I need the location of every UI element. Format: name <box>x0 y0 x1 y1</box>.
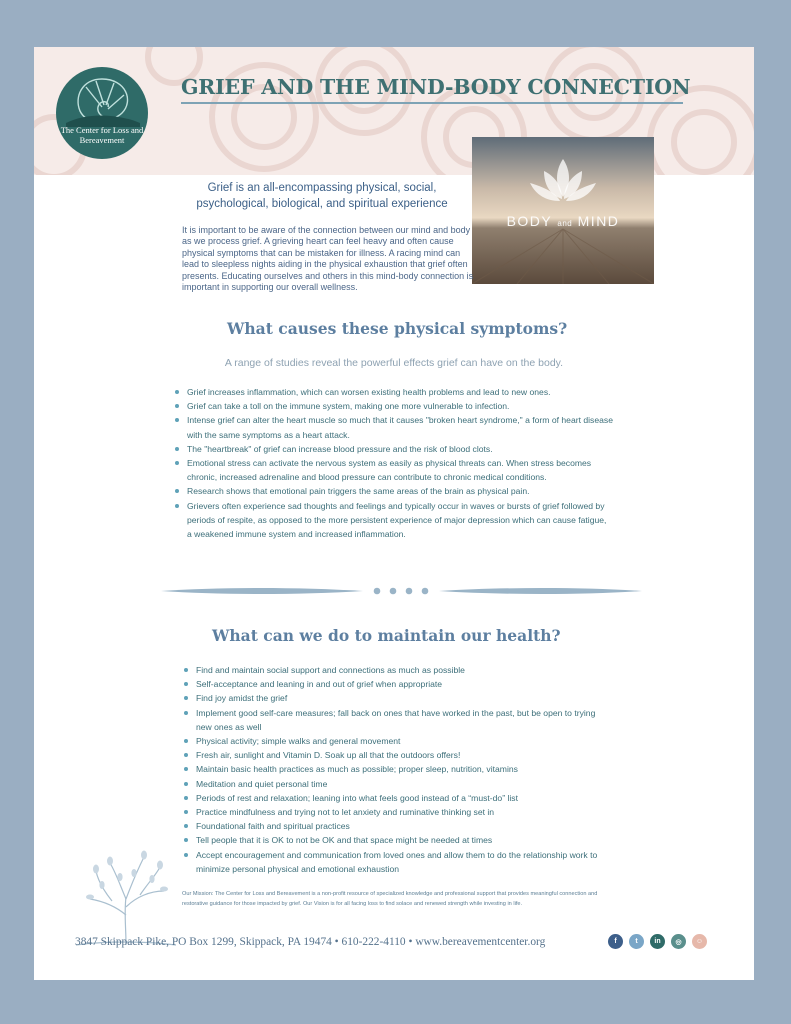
flyer-page <box>34 47 754 980</box>
list-item: Periods of rest and relaxation; leaning into what feels good instead of a “must-do” list <box>182 791 602 805</box>
center-logo <box>56 67 148 159</box>
snapchat-icon[interactable]: ☺ <box>692 934 707 949</box>
facebook-icon[interactable]: f <box>608 934 623 949</box>
lotus-photo-art <box>472 137 654 284</box>
list-item: Fresh air, sunlight and Vitamin D. Soak up all that the outdoors offers! <box>182 748 602 762</box>
footer-contact: 3847 Skippack Pike, PO Box 1299, Skippack, PA 19474 • 610-222-4110 • www.bereavementcenter.org <box>75 936 546 948</box>
list-item: Grief increases inflammation, which can worsen existing health problems and lead to new ones. <box>173 385 613 399</box>
intro-paragraph: It is important to be aware of the connection between our mind and body as we process grief. A grieving heart can feel heavy and often cause physical symptoms that can be mistaken for illness. A racing mind can lead to sleepless nights aiding in the physical exhaustion that grief often presents. Educating ourselves and others in this mind-body connection is important in supporting our overall wellness. <box>182 225 474 293</box>
list-item: Find and maintain social support and connections as much as possible <box>182 663 602 677</box>
title-underline <box>181 102 683 104</box>
list-item: Implement good self-care measures; fall back on ones that have worked in the past, but be open to trying new ones as well <box>182 706 602 734</box>
tree-illustration-icon <box>76 837 176 947</box>
list-item: Meditation and quiet personal time <box>182 777 602 791</box>
linkedin-icon[interactable]: in <box>650 934 665 949</box>
causes-heading: What causes these physical symptoms? <box>227 319 568 338</box>
twitter-icon[interactable]: t <box>629 934 644 949</box>
social-links <box>608 934 707 950</box>
mission-statement: Our Mission: The Center for Loss and Bereavement is a non-profit resource of specialized knowledge and professional support that provides meaningful connection and restorative guidance for those impacted by grief. Our Vision is for all facing loss to find solace and renewed strength while investing in life. <box>182 891 598 907</box>
intro-subtitle: Grief is an all-encompassing physical, social, psychological, biological, and spiritual experience <box>196 182 448 210</box>
section-divider <box>159 584 644 598</box>
list-item: Find joy amidst the grief <box>182 691 602 705</box>
caption-and: and <box>557 219 573 228</box>
list-item: The "heartbreak" of grief can increase blood pressure and the risk of blood clots. <box>173 442 613 456</box>
body-and-mind-photo <box>472 137 654 284</box>
causes-lead: A range of studies reveal the powerful effects grief can have on the body. <box>224 357 564 369</box>
list-item: Intense grief can alter the heart muscle so much that it causes "broken heart syndrome," a form of heart disease with the same symptoms as a heart attack. <box>173 413 613 441</box>
list-item: Grievers often experience sad thoughts and feelings and typically occur in waves or bursts of grief followed by periods of respite, as opposed to the more persistent experience of major depression which can cause fatigue, a weakened immune system and increased inflammation. <box>173 499 613 542</box>
list-item: Physical activity; simple walks and general movement <box>182 734 602 748</box>
list-item: Practice mindfulness and trying not to let anxiety and ruminative thinking set in <box>182 805 602 819</box>
list-item: Maintain basic health practices as much as possible; proper sleep, nutrition, vitamins <box>182 762 602 776</box>
list-item: Research shows that emotional pain triggers the same areas of the brain as physical pain. <box>173 484 613 498</box>
list-item: Tell people that it is OK to not be OK and that space might be needed at times <box>182 833 602 847</box>
logo-text: The Center for Loss and Bereavement <box>60 125 144 145</box>
causes-list <box>173 385 613 541</box>
caption-mind: MIND <box>577 213 620 229</box>
health-heading: What can we do to maintain our health? <box>212 626 561 645</box>
list-item: Grief can take a toll on the immune system, making one more vulnerable to infection. <box>173 399 613 413</box>
instagram-icon[interactable]: ◎ <box>671 934 686 949</box>
list-item: Emotional stress can activate the nervous system as easily as physical threats can. When stress becomes chronic, increased adrenaline and blood pressure can contribute to chronic medical conditions. <box>173 456 613 484</box>
nautilus-shell-icon <box>56 67 148 159</box>
caption-body: BODY <box>506 213 552 229</box>
page-title: GRIEF AND THE MIND-BODY CONNECTION <box>181 75 691 99</box>
health-list <box>182 663 602 876</box>
list-item: Foundational faith and spiritual practices <box>182 819 602 833</box>
list-item: Accept encouragement and communication from loved ones and allow them to do the relationship work to minimize personal physical and emotional exhaustion <box>182 848 602 876</box>
list-item: Self-acceptance and leaning in and out of grief when appropriate <box>182 677 602 691</box>
photo-caption <box>472 213 654 229</box>
